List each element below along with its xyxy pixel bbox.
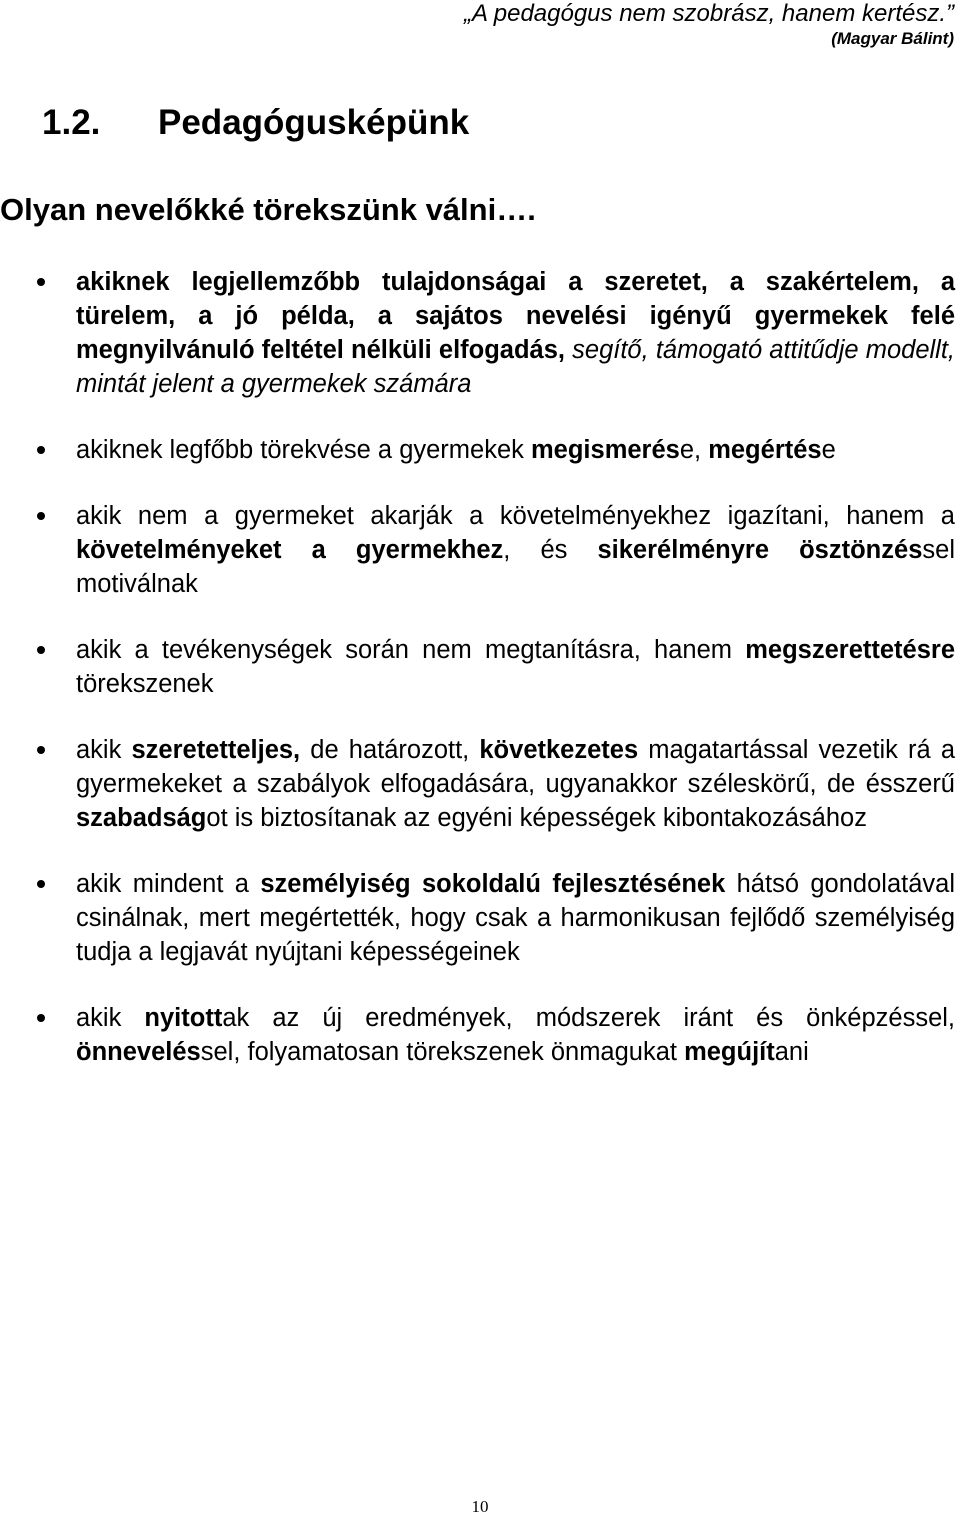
bullet-icon <box>37 746 45 754</box>
list-item: akik nyitottak az új eredmények, módszerek iránt és önképzéssel, önneveléssel, folyamatosan törekszenek önmagukat megújítani <box>0 1001 955 1069</box>
bullet-icon <box>37 646 45 654</box>
bullet-icon <box>37 512 45 520</box>
section-number: 1.2. <box>42 103 101 142</box>
page-number: 10 <box>471 1497 489 1516</box>
epigraph <box>464 0 954 50</box>
section-title: Pedagógusképünk <box>158 103 470 142</box>
list-item: akik mindent a személyiség sokoldalú fejlesztésének hátsó gondolatával csinálnak, mert megértették, hogy csak a harmonikusan fejlődő személyiség tudja a legjavát nyújtani képességeinek <box>0 867 955 969</box>
section-heading <box>42 101 469 145</box>
list-item: akik nem a gyermeket akarják a követelményekhez igazítani, hanem a követelményeket a gyermekhez, és sikerélményre ösztönzéssel motiválnak <box>0 499 955 601</box>
list-item: akik a tevékenységek során nem megtanításra, hanem megszerettetésre törekszenek <box>0 633 955 701</box>
bullet-icon <box>37 278 45 286</box>
bullet-icon <box>37 880 45 888</box>
list-item: akik szeretetteljes, de határozott, következetes magatartással vezetik rá a gyermekeket a szabályok elfogadására, ugyanakkor széleskörű, de ésszerű szabadságot is biztosítanak az egyéni képességek kibontakozásához <box>0 733 955 835</box>
bullet-icon <box>37 1014 45 1022</box>
epigraph-quote: „A pedagógus nem szobrász, hanem kertész.” <box>463 0 954 27</box>
intro-line: Olyan nevelőkké törekszünk válni…. <box>0 192 536 227</box>
bullet-icon <box>37 446 45 454</box>
list-item: akiknek legjellemzőbb tulajdonságai a szeretet, a szakértelem, a türelem, a jó példa, a sajátos nevelési igényű gyermekek felé megnyilvánuló feltétel nélküli elfogadás, segítő, támogató attitűdje modellt, mintát jelent a gyermekek számára <box>0 265 955 401</box>
bullet-list <box>0 265 955 1101</box>
epigraph-author: (Magyar Bálint) <box>831 29 954 48</box>
list-item: akiknek legfőbb törekvése a gyermekek megismerése, megértése <box>0 433 955 467</box>
